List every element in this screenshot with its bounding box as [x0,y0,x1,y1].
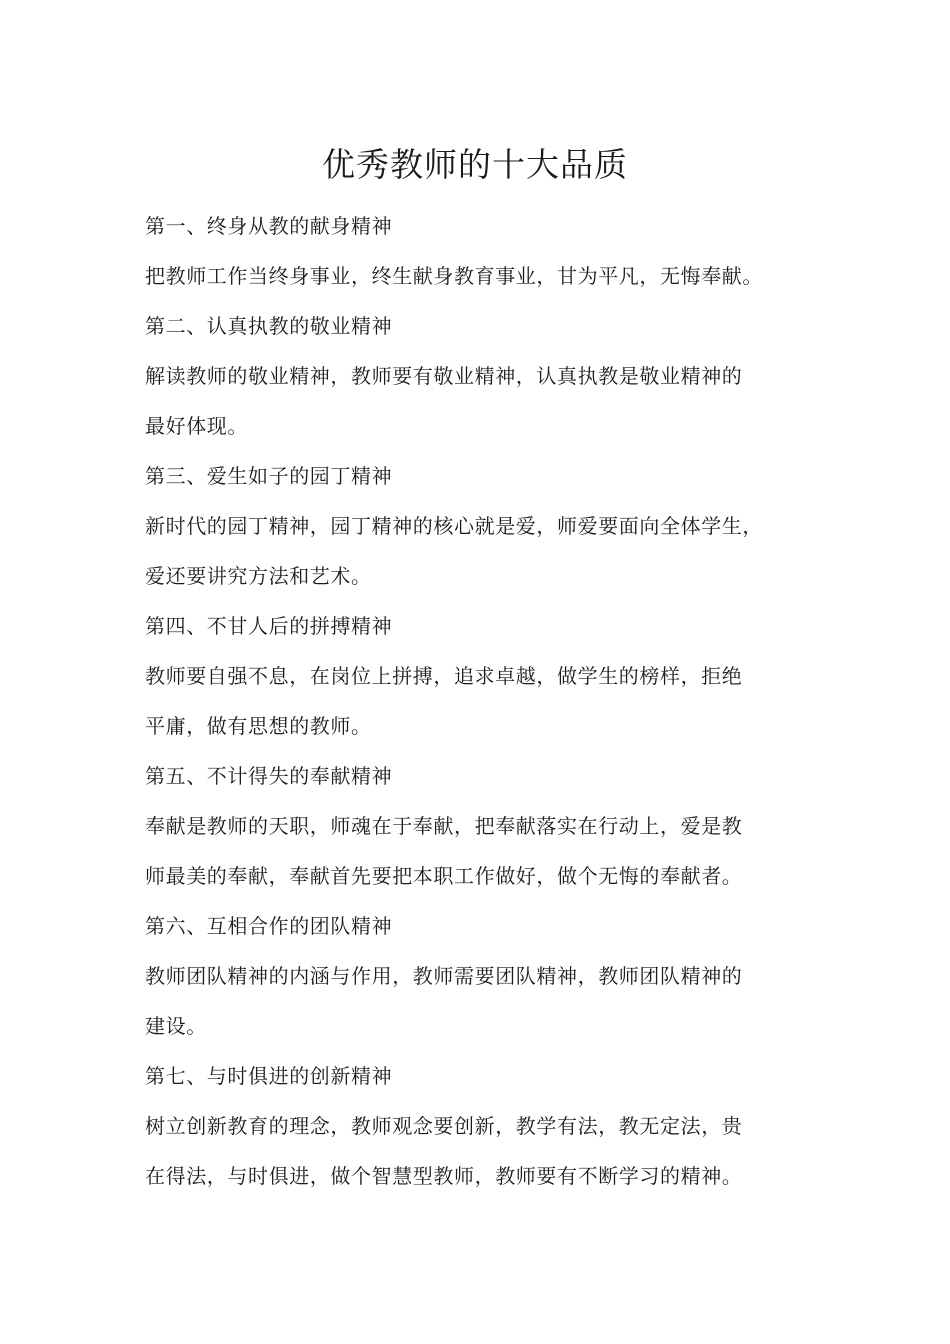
document-body [145,201,835,1201]
section-heading-3: 第三、爱生如子的园丁精神 [145,464,393,488]
section-heading-1: 第一、终身从教的献身精神 [145,214,393,238]
section-text-7-line-2: 在得法，与时俱进，做个智慧型教师，教师要有不断学习的精神。 [145,1164,743,1188]
section-heading-7: 第七、与时俱进的创新精神 [145,1064,393,1088]
section-text-6-line-2: 建设。 [145,1014,207,1038]
section-heading-5: 第五、不计得失的奉献精神 [145,764,393,788]
section-text-3-line-2: 爱还要讲究方法和艺术。 [145,564,372,588]
section-text-3-line-1: 新时代的园丁精神，园丁精神的核心就是爱，师爱要面向全体学生， [145,514,763,538]
section-text-2-line-2: 最好体现。 [145,414,248,438]
section-text-7-line-1: 树立创新教育的理念，教师观念要创新，教学有法，教无定法，贵 [145,1114,743,1138]
section-text-1-line-1: 把教师工作当终身事业，终生献身教育事业，甘为平凡，无悔奉献。 [145,264,763,288]
section-heading-2: 第二、认真执教的敬业精神 [145,314,393,338]
section-text-5-line-1: 奉献是教师的天职，师魂在于奉献，把奉献落实在行动上，爱是教 [145,814,743,838]
section-text-4-line-1: 教师要自强不息，在岗位上拼搏，追求卓越，做学生的榜样，拒绝 [145,664,743,688]
section-text-5-line-2: 师最美的奉献，奉献首先要把本职工作做好，做个无悔的奉献者。 [145,864,743,888]
section-text-2-line-1: 解读教师的敬业精神，教师要有敬业精神，认真执教是敬业精神的 [145,364,743,388]
section-text-4-line-2: 平庸，做有思想的教师。 [145,714,372,738]
section-heading-4: 第四、不甘人后的拼搏精神 [145,614,393,638]
section-heading-6: 第六、互相合作的团队精神 [145,914,393,938]
section-text-6-line-1: 教师团队精神的内涵与作用，教师需要团队精神，教师团队精神的 [145,964,743,988]
document-title: 优秀教师的十大品质 [322,145,628,184]
